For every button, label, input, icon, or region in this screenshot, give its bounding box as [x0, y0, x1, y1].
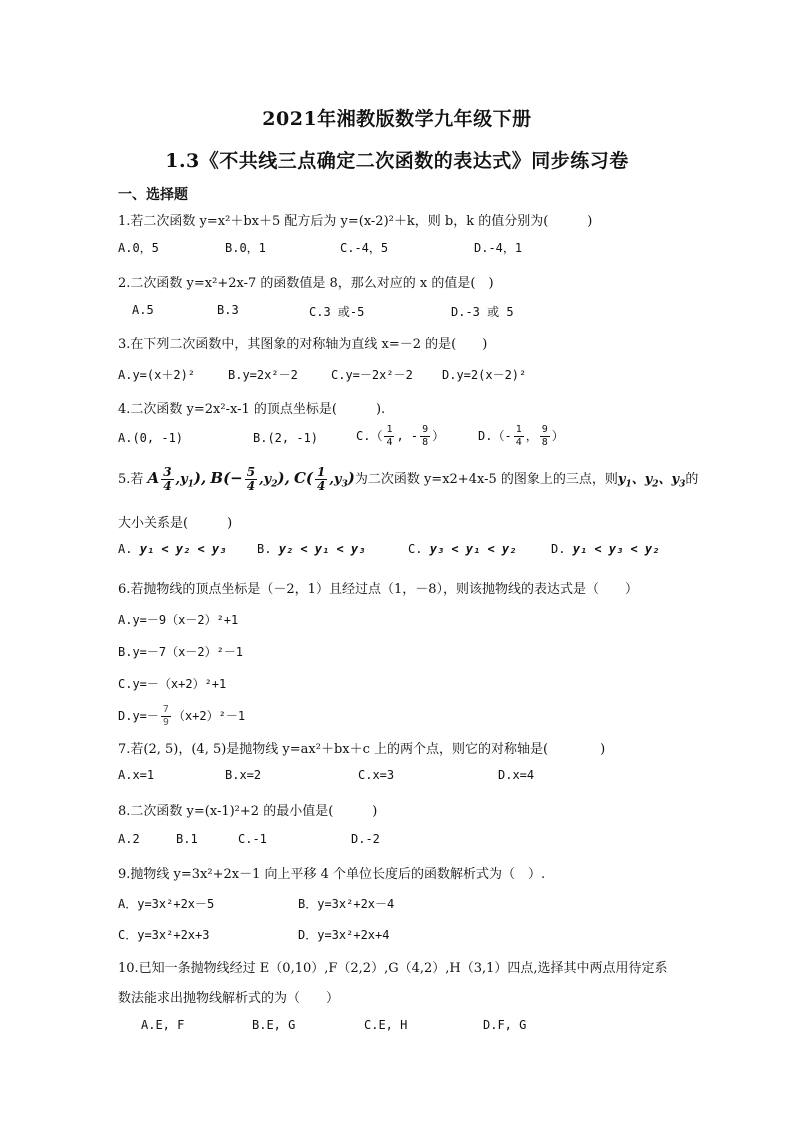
q8-option-b: B.1: [176, 832, 198, 846]
q9-option-a: A．y=3x²+2x－5: [118, 897, 215, 911]
fraction: $\frac{3}{4}$: [163, 465, 172, 493]
question-2-stem: 2.二次函数 y=x²+2x-7 的函数值是 8，那么对应的 x 的值是( ): [118, 276, 494, 291]
q6-option-a: A.y=－9（x－2）²+1: [118, 613, 239, 627]
q7-option-a: A.x=1: [118, 768, 155, 782]
question-1-stem: 1.若二次函数 y=x²＋bx＋5 配方后为 y=(x-2)²＋k，则 b，k 的值分别为( ): [118, 214, 593, 229]
q8-option-a: A.2: [118, 832, 140, 846]
fraction: $\frac{9}{8}$: [422, 424, 429, 448]
q3-option-a: A.y=(x＋2)²: [118, 368, 196, 382]
question-8-stem: 8.二次函数 y=(x-1)²+2 的最小值是( ): [118, 804, 378, 819]
question-6-stem: 6.若抛物线的顶点坐标是（－2，1）且经过点（1，－8），则该抛物线的表达式是（ ）: [118, 582, 638, 597]
q4-option-b: B.(2, -1): [253, 431, 319, 445]
q6-option-c: C.y=－（x+2）²+1: [118, 677, 227, 691]
q6-option-d: D.y=－ $\frac{7}{9}$ （x+2）²－1: [118, 704, 246, 728]
q9-option-b: B．y=3x²+2x－4: [298, 897, 395, 911]
question-5-line2: 大小关系是( ): [118, 516, 233, 531]
fraction: $\frac{5}{4}$: [246, 465, 256, 493]
question-10-stem-line2: 数法能求出抛物线解析式的为（ ）: [118, 991, 340, 1006]
fraction: $\frac{9}{8}$: [541, 424, 548, 448]
page-title: 2021年湘教版数学九年级下册: [262, 108, 532, 130]
q2-option-d: D.-3 或 5: [451, 305, 514, 319]
q6-option-b: B.y=－7（x－2）²－1: [118, 645, 244, 659]
question-4-stem: 4.二次函数 y=2x²-x-1 的顶点坐标是( ).: [118, 402, 386, 417]
q5-option-c: C. y₃ < y₁ < y₂: [408, 542, 517, 556]
page-subtitle: 1.3《不共线三点确定二次函数的表达式》同步练习卷: [165, 150, 629, 172]
fraction: $\frac{1}{4}$: [386, 424, 393, 448]
q2-option-b: B.3: [217, 303, 239, 317]
question-3-stem: 3.在下列二次函数中，其图象的对称轴为直线 x=－2 的是( ): [118, 337, 488, 352]
question-7-stem: 7.若(2, 5)，(4, 5)是抛物线 y=ax²＋bx＋c 上的两个点，则它的对称轴是( ): [118, 742, 606, 757]
q7-option-b: B.x=2: [225, 768, 262, 782]
q1-option-d: D.-4，1: [474, 241, 523, 255]
fraction: $\frac{1}{4}$: [317, 465, 326, 493]
q9-option-c: C．y=3x²+2x+3: [118, 928, 210, 942]
q1-option-a: A.0，5: [118, 241, 159, 255]
q4-option-d: D.（- $\frac{1}{4}$ ， $\frac{9}{8}$ ）: [478, 424, 564, 448]
q5-option-d: D. y₁ < y₃ < y₂: [551, 542, 660, 556]
q3-option-c: C.y=－2x²－2: [331, 368, 413, 382]
q10-option-a: A.E, F: [141, 1018, 185, 1032]
q8-option-d: D.-2: [351, 832, 380, 846]
q3-option-d: D.y=2(x－2)²: [442, 368, 527, 382]
q7-option-c: C.x=3: [358, 768, 395, 782]
question-5-stem: 5.若 A $\frac{3}{4}$ $,y_1$), B(− $\frac{5}{4}$ $,y_2$), C( $\frac{1}{4}$ $,y_3$)为二次函数 y=x2+4x-5 的图象上的三点，则$y_1$、$y_2$、$y_3$的: [118, 465, 699, 493]
q9-option-d: D．y=3x²+2x+4: [298, 928, 390, 942]
q4-option-c: C.（ $\frac{1}{4}$ , - $\frac{9}{8}$ ）: [356, 424, 445, 448]
q8-option-c: C.-1: [238, 832, 267, 846]
fraction: $\frac{7}{9}$: [162, 704, 169, 728]
q10-option-c: C.E, H: [364, 1018, 408, 1032]
fraction: $\frac{1}{4}$: [515, 424, 522, 448]
q2-option-a: A.5: [132, 303, 154, 317]
section-heading: 一、选择题: [118, 187, 188, 203]
q1-option-b: B.0，1: [225, 241, 266, 255]
question-9-stem: 9.抛物线 y=3x²+2x－1 向上平移 4 个单位长度后的函数解析式为（ ）.: [118, 867, 546, 882]
q7-option-d: D.x=4: [498, 768, 535, 782]
question-10-stem-line1: 10.已知一条抛物线经过 E（0,10）,F（2,2）,G（4,2）,H（3,1）四点,选择其中两点用待定系: [118, 961, 668, 976]
q5-option-b: B. y₂ < y₁ < y₃: [257, 542, 366, 556]
q4-option-a: A.(0, -1): [118, 431, 184, 445]
q5-option-a: A. y₁ < y₂ < y₃: [118, 542, 227, 556]
q3-option-b: B.y=2x²－2: [228, 368, 298, 382]
q10-option-d: D.F, G: [483, 1018, 527, 1032]
q10-option-b: B.E, G: [252, 1018, 296, 1032]
q1-option-c: C.-4，5: [340, 241, 389, 255]
q2-option-c: C.3 或-5: [309, 305, 365, 319]
